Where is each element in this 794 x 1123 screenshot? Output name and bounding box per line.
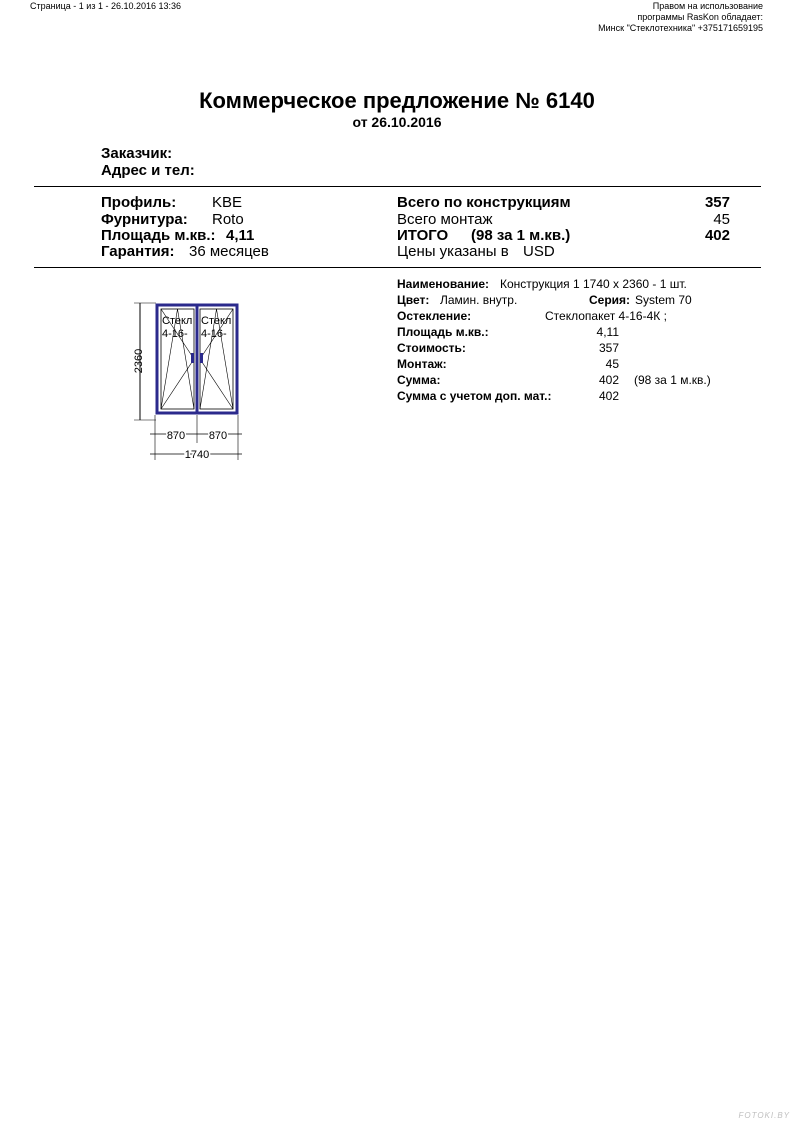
hardware-value: Roto xyxy=(212,211,244,228)
sum-extra-value: 402 xyxy=(598,389,619,403)
watermark: FOTOKI.BY xyxy=(738,1111,790,1120)
left-glass-label-2: 4-16- xyxy=(162,328,188,340)
install-value: 45 xyxy=(605,357,619,371)
height-dimension-label: 2360 xyxy=(133,348,145,374)
left-glass-label-1: Стекл xyxy=(162,315,193,327)
divider-bottom xyxy=(34,267,761,268)
total-value: 402 xyxy=(704,227,730,244)
color-value: Ламин. внутр. xyxy=(440,293,518,307)
currency-value: USD xyxy=(523,243,555,260)
series-label: Серия: xyxy=(589,293,631,307)
glazing-value: Стеклопакет 4-16-4К ; xyxy=(545,309,667,323)
install-label: Монтаж: xyxy=(397,357,447,371)
currency-note-label: Цены указаны в xyxy=(397,243,509,260)
warranty-value: 36 месяцев xyxy=(189,243,269,260)
total-constructions-label: Всего по конструкциям xyxy=(397,194,571,211)
rights-line-3: Минск "Стеклотехника" +375171659195 xyxy=(598,23,763,33)
detail-area-value: 4,11 xyxy=(596,325,619,339)
divider-top xyxy=(34,186,761,187)
cost-value: 357 xyxy=(598,341,619,355)
profile-label: Профиль: xyxy=(101,194,177,211)
area-value: 4,11 xyxy=(226,227,255,244)
cost-label: Стоимость: xyxy=(397,341,466,355)
total-install-value: 45 xyxy=(713,211,730,228)
total-label: ИТОГО xyxy=(397,227,449,244)
name-value: Конструкция 1 1740 x 2360 - 1 шт. xyxy=(500,277,687,291)
left-width-dimension-label: 870 xyxy=(166,430,186,442)
glazing-label: Остекление: xyxy=(397,309,472,323)
total-constructions-value: 357 xyxy=(704,194,730,211)
address-label: Адрес и тел: xyxy=(101,162,195,179)
area-label: Площадь м.кв.: xyxy=(101,227,216,244)
color-label: Цвет: xyxy=(397,293,430,307)
rights-line-1: Правом на использование xyxy=(652,1,763,11)
rights-line-2: программы RasKon обладает: xyxy=(637,12,763,22)
detail-area-label: Площадь м.кв.: xyxy=(397,325,489,339)
total-install-label: Всего монтаж xyxy=(397,211,493,228)
warranty-label: Гарантия: xyxy=(101,243,175,260)
window-drawing xyxy=(128,295,248,465)
page-info: Страница - 1 из 1 - 26.10.2016 13:36 xyxy=(30,1,182,11)
total-width-dimension-label: 1740 xyxy=(184,449,210,461)
document-date: от 26.10.2016 xyxy=(352,114,442,130)
rights-info xyxy=(598,1,763,34)
sum-per-m2: (98 за 1 м.кв.) xyxy=(634,373,711,387)
sum-extra-label: Сумма с учетом доп. мат.: xyxy=(397,389,552,403)
total-per-m2: (98 за 1 м.кв.) xyxy=(471,227,571,244)
sum-label: Сумма: xyxy=(397,373,441,387)
right-glass-label-1: Стекл xyxy=(201,315,232,327)
name-label: Наименование: xyxy=(397,277,490,291)
document-title: Коммерческое предложение № 6140 xyxy=(199,88,595,113)
series-value: System 70 xyxy=(635,293,692,307)
right-width-dimension-label: 870 xyxy=(208,430,228,442)
profile-value: KBE xyxy=(212,194,243,211)
right-handle xyxy=(200,353,203,363)
hardware-label: Фурнитура: xyxy=(101,211,188,228)
sum-value: 402 xyxy=(598,373,619,387)
right-glass-label-2: 4-16- xyxy=(201,328,227,340)
left-handle xyxy=(191,353,194,363)
customer-label: Заказчик: xyxy=(101,145,173,162)
